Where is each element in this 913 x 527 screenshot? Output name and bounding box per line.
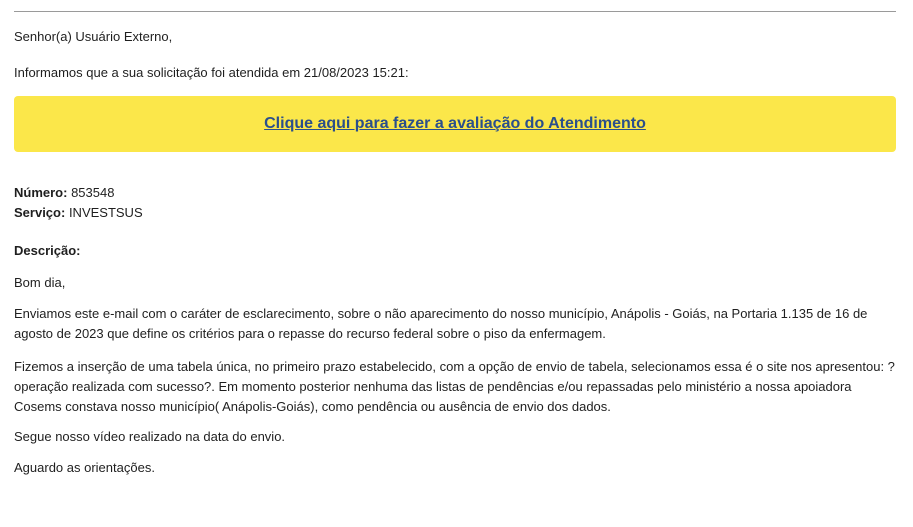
numero-value: 853548	[71, 185, 115, 200]
description-paragraph-2-line-1: Enviamos este e-mail com o caráter de esclarecimento, sobre o não aparecimento do nosso município, Anápolis - Goiás, na Portaria 1.135 de 16 de	[14, 306, 868, 321]
description-paragraph-2	[14, 304, 896, 344]
evaluation-link[interactable]: Clique aqui para fazer a avaliação do Atendimento	[264, 115, 646, 132]
servico-label: Serviço:	[14, 205, 66, 220]
description-paragraph-3-line-3: Cosems constava nosso município( Anápolis-Goiás), como pendência ou ausência de envio dos dados.	[14, 399, 611, 414]
evaluation-banner	[14, 96, 896, 152]
numero-label: Número:	[14, 185, 68, 200]
description-paragraph-3-line-2: operação realizada com sucesso?. Em momento posterior nenhuma das listas de pendências e/ou repassadas pelo ministério a nossa apoiadora	[14, 379, 852, 394]
greeting-text: Senhor(a) Usuário Externo,	[14, 29, 173, 44]
description-paragraph-3	[14, 357, 896, 417]
description-paragraph-1: Bom dia,	[14, 275, 66, 290]
top-divider	[14, 11, 896, 12]
description-paragraph-5: Aguardo as orientações.	[14, 460, 155, 475]
servico-value: INVESTSUS	[68, 205, 143, 220]
description-paragraph-2-line-2: agosto de 2023 que define os critérios para o repasse do recurso federal sobre o piso da enfermagem.	[14, 326, 606, 341]
servico-row	[14, 205, 143, 221]
descricao-label: Descrição:	[14, 243, 81, 258]
description-paragraph-3-line-1: Fizemos a inserção de uma tabela única, no primeiro prazo estabelecido, com a opção de envio de tabela, selecionamos essa é o site nos apresentou: ?	[14, 359, 895, 374]
description-paragraph-4: Segue nosso vídeo realizado na data do envio.	[14, 429, 286, 444]
numero-row	[14, 185, 114, 201]
intro-text: Informamos que a sua solicitação foi atendida em 21/08/2023 15:21:	[14, 65, 409, 80]
